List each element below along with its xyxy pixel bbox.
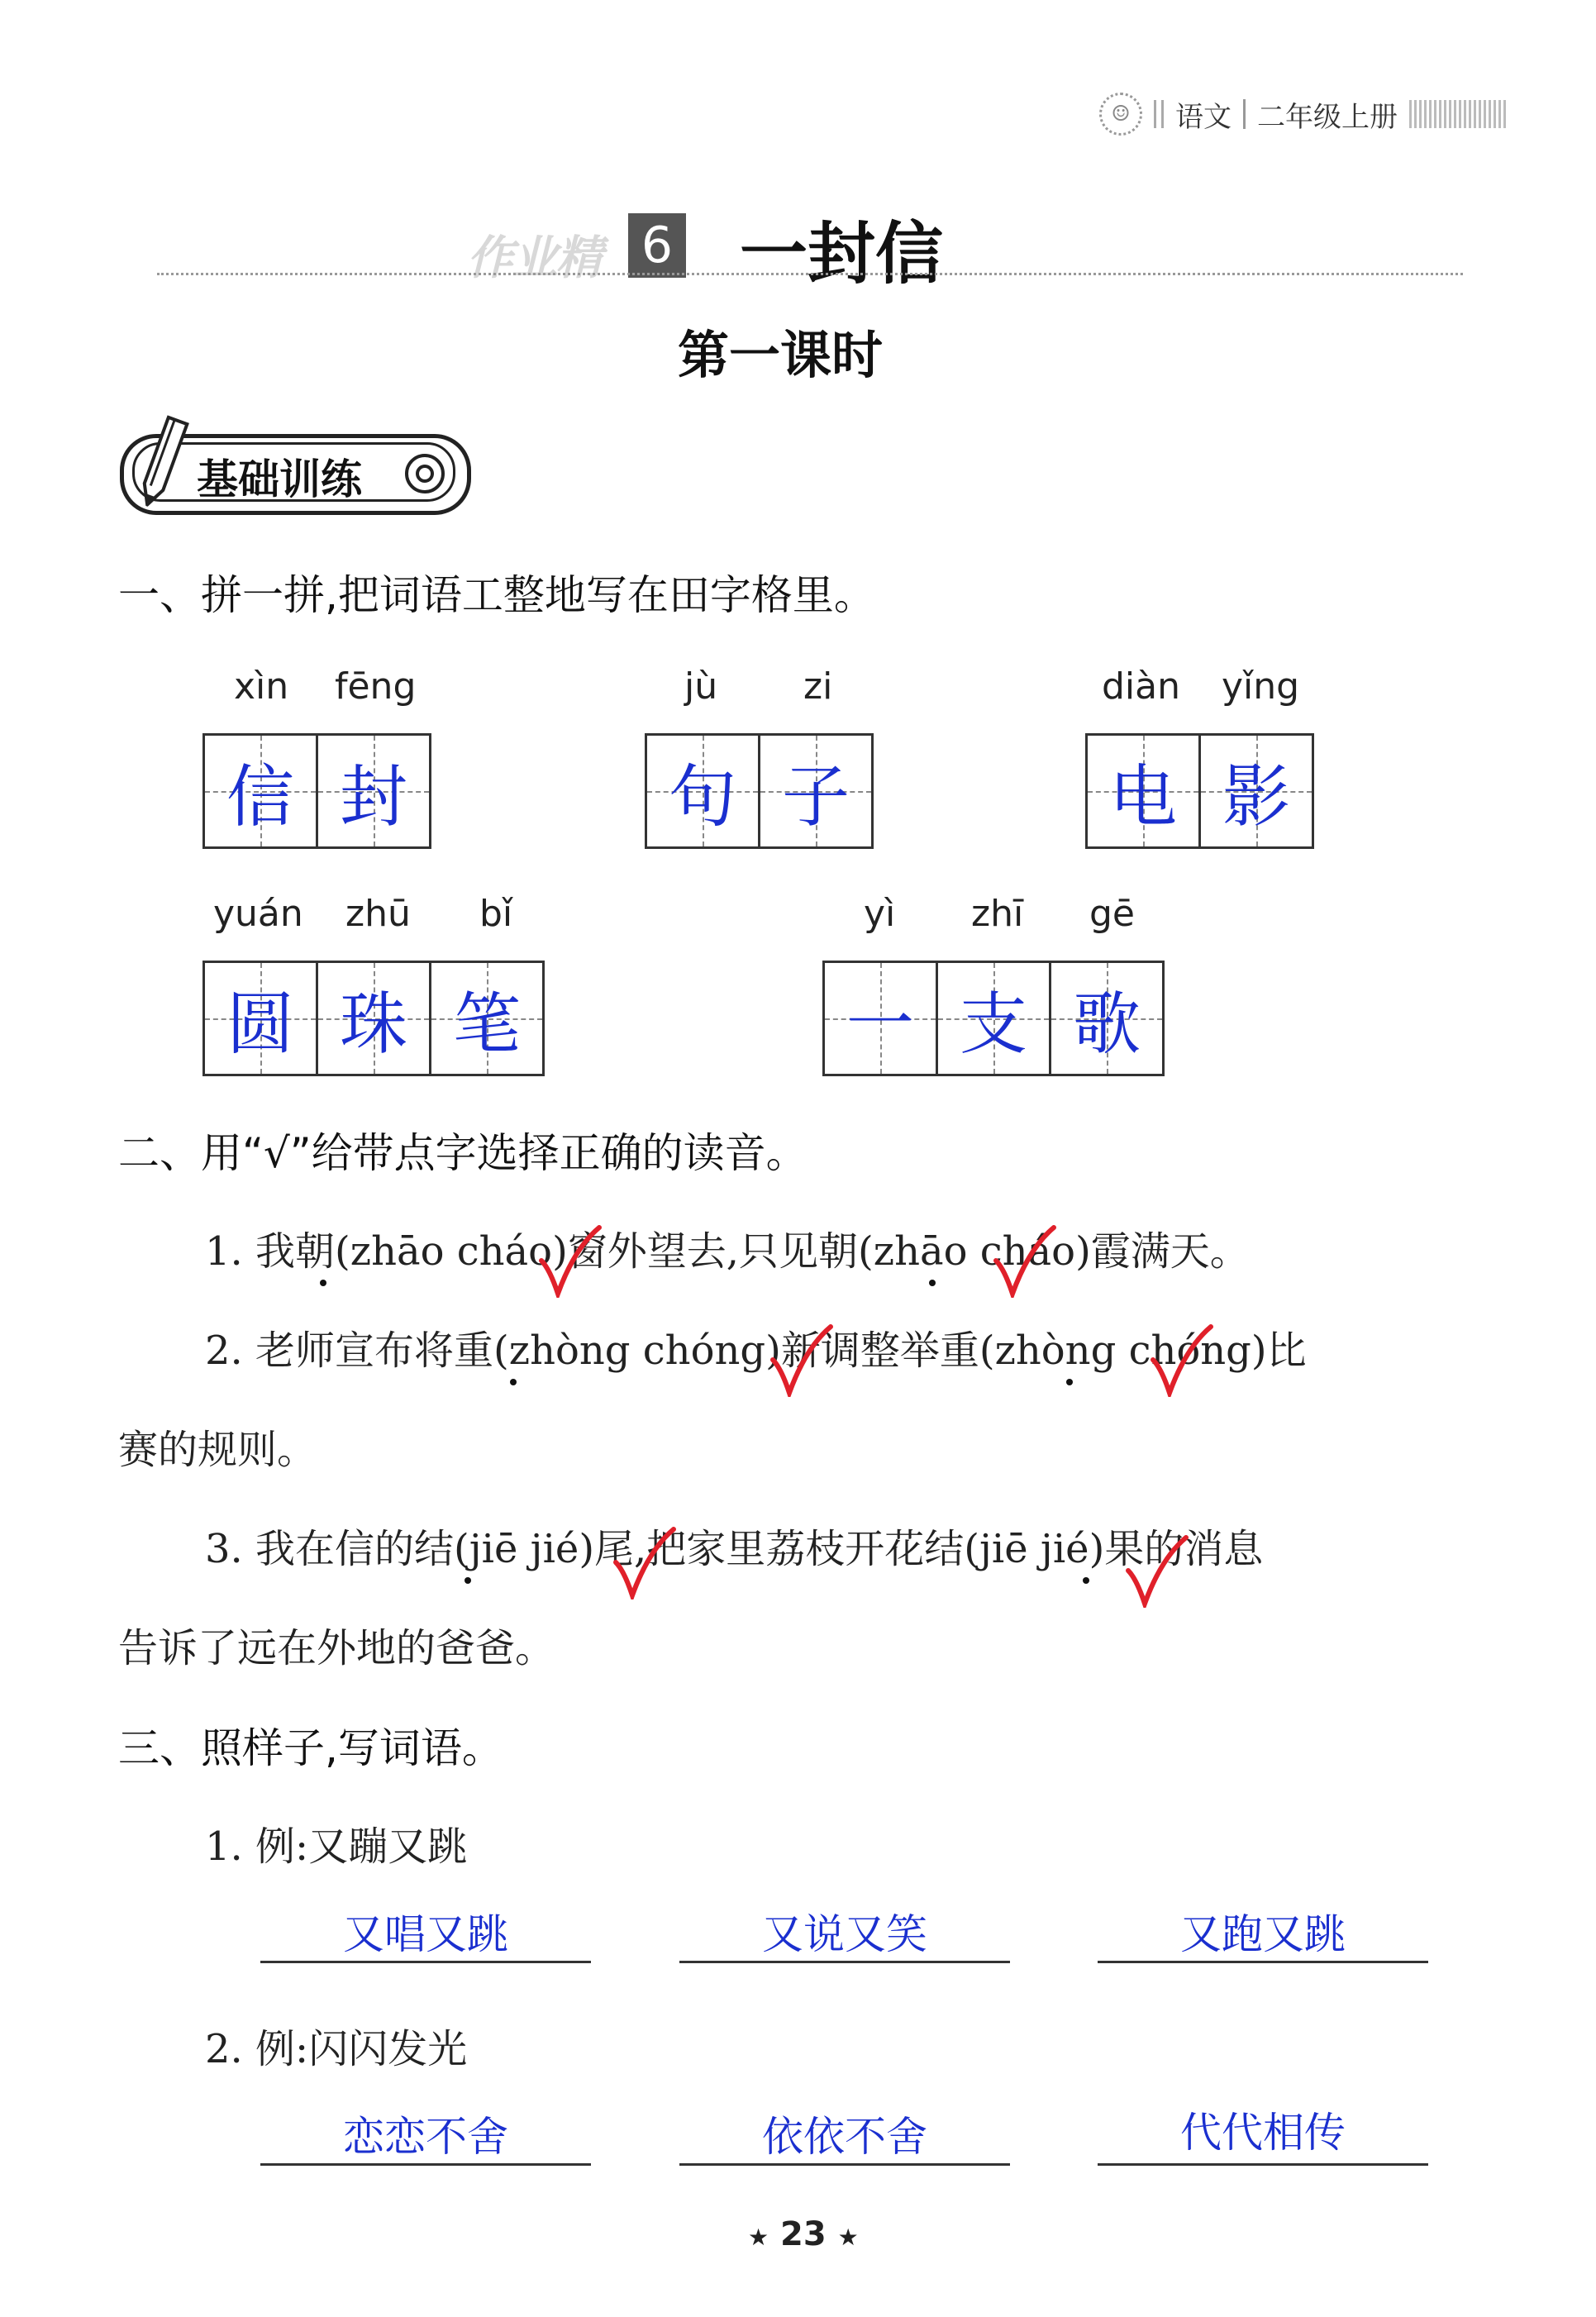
- header-subject: 语文: [1175, 100, 1232, 134]
- written-char: 封: [339, 757, 407, 837]
- q2-sentence-1: 1. 我朝(zhāo cháo)窗外望去,只见朝(zhāo cháo)霞满天。: [205, 1228, 1250, 1275]
- answer-text: 恋恋不舍: [343, 2113, 508, 2161]
- pinyin: xìn: [234, 665, 289, 708]
- watermark: 作业精: [467, 231, 601, 285]
- tianzige-grid: [202, 733, 431, 849]
- pinyin: diàn: [1102, 665, 1181, 708]
- q1-heading: 一、拼一拼,把词语工整地写在田字格里。: [118, 571, 875, 619]
- answer-text: 又唱又跳: [343, 1910, 508, 1958]
- pinyin: yuán: [213, 893, 303, 935]
- tianzige-grid: [1085, 733, 1314, 849]
- tianzige-cell: [429, 961, 545, 1076]
- q3-example-1: 1. 例:又蹦又跳: [205, 1824, 468, 1870]
- emphasis-dot: [320, 1280, 326, 1286]
- written-char: 珠: [339, 984, 407, 1064]
- tianzige-grid: [645, 733, 874, 849]
- written-char: 句: [668, 757, 736, 837]
- target-icon: [405, 454, 445, 493]
- answer-line: [1098, 2163, 1428, 2166]
- tianzige-cell: [822, 961, 938, 1076]
- pinyin: zhū: [345, 893, 411, 935]
- tianzige-grid: [202, 961, 545, 1076]
- tianzige-cell: [202, 961, 318, 1076]
- written-char: 影: [1222, 757, 1290, 837]
- check-mark-icon: [1124, 1533, 1190, 1608]
- pinyin: zi: [803, 665, 833, 708]
- tianzige-cell: [936, 961, 1051, 1076]
- written-char: 一: [846, 984, 914, 1064]
- q3-example-2: 2. 例:闪闪发光: [205, 2026, 468, 2072]
- answer-line: [679, 1961, 1010, 1963]
- tianzige-cell: [758, 733, 874, 849]
- written-char: 电: [1108, 757, 1177, 837]
- tianzige-grid: [822, 961, 1165, 1076]
- q2-heading: 二、用“√”给带点字选择正确的读音。: [118, 1129, 808, 1177]
- check-mark-icon: [612, 1525, 678, 1599]
- emphasis-dot: [1066, 1379, 1073, 1385]
- answer-text: 又说又笑: [762, 1910, 927, 1958]
- emphasis-dot: [1083, 1577, 1089, 1584]
- page-number-value: 23: [780, 2215, 827, 2253]
- header-grade: 二年级上册: [1257, 100, 1398, 134]
- written-char: 笔: [452, 984, 521, 1064]
- pinyin: fēng: [335, 665, 417, 708]
- answer-text: 代代相传: [1180, 2109, 1346, 2157]
- answer-line: [679, 2163, 1010, 2166]
- tianzige-cell: [1198, 733, 1314, 849]
- written-char: 歌: [1072, 984, 1141, 1064]
- tianzige-cell: [202, 733, 318, 849]
- q2-sentence-3: 3. 我在信的结(jiē jié)尾,把家里荔枝开花结(jiē jié)果的消息: [205, 1526, 1264, 1572]
- header-decoration: [1409, 100, 1508, 128]
- pinyin: jù: [684, 665, 718, 708]
- page-header: [1099, 89, 1508, 139]
- emphasis-dot: [465, 1577, 471, 1584]
- pinyin: bǐ: [479, 893, 513, 935]
- star-icon: ★: [837, 2224, 859, 2251]
- check-mark-icon: [1149, 1323, 1215, 1397]
- q3-heading: 三、照样子,写词语。: [118, 1724, 503, 1772]
- q2-sentence-2-cont: 赛的规则。: [118, 1427, 317, 1473]
- q2-sentence-2: 2. 老师宣布将重(zhòng chóng)新调整举重(zhòng chóng)比: [205, 1328, 1307, 1374]
- emphasis-dot: [929, 1280, 936, 1286]
- pinyin: zhī: [971, 893, 1024, 935]
- divider: [1243, 99, 1246, 129]
- written-char: 支: [959, 984, 1027, 1064]
- pinyin: gē: [1089, 893, 1135, 935]
- lesson-title: 一封信: [740, 214, 944, 293]
- star-icon: ★: [748, 2224, 769, 2251]
- written-char: 圆: [226, 984, 294, 1064]
- answer-line: [260, 1961, 591, 1963]
- pinyin: yì: [864, 893, 896, 935]
- lesson-number: 6: [628, 213, 686, 278]
- emphasis-dot: [510, 1379, 517, 1385]
- answer-text: 又跑又跳: [1180, 1910, 1346, 1958]
- q2-sentence-3-cont: 告诉了远在外地的爸爸。: [118, 1625, 555, 1671]
- answer-line: [1098, 1961, 1428, 1963]
- sun-logo-icon: ☺: [1099, 93, 1142, 136]
- divider: [1154, 100, 1164, 128]
- answer-line: [260, 2163, 591, 2166]
- written-char: 子: [781, 757, 850, 837]
- check-mark-icon: [537, 1223, 603, 1298]
- pinyin: yǐng: [1222, 665, 1300, 708]
- tianzige-cell: [645, 733, 760, 849]
- tianzige-cell: [1049, 961, 1165, 1076]
- written-char: 信: [226, 757, 294, 837]
- title-divider: [157, 273, 1463, 275]
- section-badge-label: 基础训练: [197, 455, 362, 503]
- answer-text: 依依不舍: [762, 2113, 927, 2161]
- page-number: [748, 2215, 859, 2253]
- tianzige-cell: [1085, 733, 1201, 849]
- check-mark-icon: [992, 1223, 1058, 1298]
- check-mark-icon: [769, 1323, 835, 1397]
- lesson-period: 第一课时: [678, 325, 884, 385]
- tianzige-cell: [316, 961, 431, 1076]
- tianzige-cell: [316, 733, 431, 849]
